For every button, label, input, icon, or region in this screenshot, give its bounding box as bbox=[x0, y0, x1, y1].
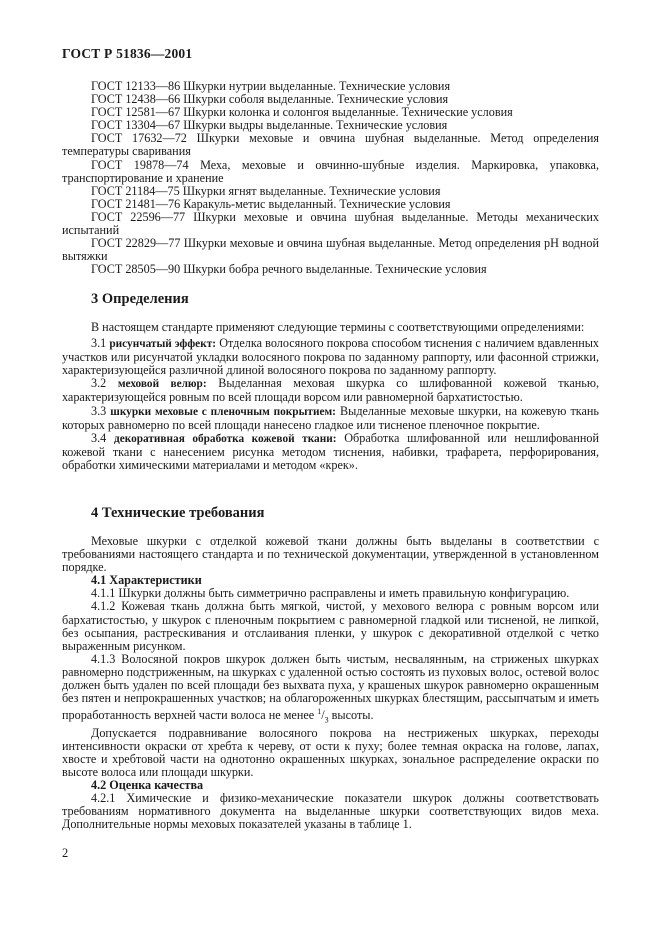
subsection-4-2-heading: 4.2 Оценка качества bbox=[91, 778, 204, 793]
reference-item: ГОСТ 21184—75 Шкурки ягнят выделанные. Технические условия bbox=[91, 183, 441, 198]
section-3-body bbox=[62, 321, 599, 472]
definition-term: декоративная обработка кожевой ткани: bbox=[114, 432, 337, 445]
reference-item: ГОСТ 12581—67 Шкурки колонка и солонгоя выделанные. Технические условия bbox=[91, 105, 513, 120]
reference-item: ГОСТ 28505—90 Шкурки бобра речного выделанные. Технические условия bbox=[91, 262, 487, 277]
definition-item bbox=[62, 405, 599, 432]
paragraph-4-1-3-end: высоты. bbox=[328, 708, 374, 723]
reference-item: ГОСТ 13304—67 Шкурки выдры выделанные. Технические условия bbox=[91, 118, 448, 133]
section-4-heading: 4 Технические требования bbox=[91, 505, 265, 521]
paragraph-4-1-1: 4.1.1 Шкурки должны быть симметрично расправлены и иметь правильную конфигурацию. bbox=[91, 586, 570, 601]
definition-number: 3.2 bbox=[91, 376, 107, 391]
section-4-body bbox=[62, 535, 599, 832]
fraction-numerator: 1 bbox=[317, 707, 322, 717]
paragraph-4-1-2: 4.1.2 Кожевая ткань должна быть мягкой, чистой, у мехового велюра с ровным ворсом или бархатистостью, у шкурок с пленочным покрытием с равномерной гладкой или тисненой, не липкой, без осыпания, растрескивания и отслаивания пленки, у шкурок с декоративной отделкой с четко выраженным рисунком. bbox=[62, 599, 599, 653]
definition-term: шкурки меховые с пленочным покрытием: bbox=[110, 405, 336, 418]
reference-item: ГОСТ 12438—66 Шкурки соболя выделанные. Технические условия bbox=[91, 92, 449, 107]
definition-number: 3.3 bbox=[91, 403, 107, 418]
section-3-heading: 3 Определения bbox=[91, 291, 189, 307]
reference-item: ГОСТ 19878—74 Меха, меховые и овчинно-шубные изделия. Маркировка, упаковка, транспортирование и хранение bbox=[62, 157, 599, 185]
references-list bbox=[62, 80, 599, 276]
section-4-intro: Меховые шкурки с отделкой кожевой ткани должны быть выделаны в соответствии с требованиями настоящего стандарта и по технической документации, утвержденной в установленном порядке. bbox=[62, 534, 599, 575]
definition-term: меховой велюр: bbox=[117, 378, 207, 391]
document-header: ГОСТ Р 51836—2001 bbox=[62, 46, 193, 61]
reference-item: ГОСТ 21481—76 Каракуль-метис выделанный. Технические условия bbox=[91, 196, 451, 211]
definition-item bbox=[62, 432, 599, 472]
paragraph-4-1-3-text: 4.1.3 Волосяной покров шкурок должен быть чистым, несвалянным, на стриженых шкурках равномерно подстриженным, на шкурках с удаленной остью состоять из пуховых волос, остевой волос должен быть удален по всей площади без выхвата пуха, у крашеных шкурок равномерно окрашенным без пятен и непрокрашенных участков; на облагороженных шкурках блестящим, рассыпчатым и иметь проработанность верхней части волоса не менее bbox=[62, 651, 599, 723]
page-number: 2 bbox=[62, 846, 69, 860]
fraction-denominator: 3 bbox=[324, 715, 329, 725]
paragraph-4-1-3: 4.1.3 Волосяной покров шкурок должен быть чистым, несвалянным, на стриженых шкурках равномерно подстриженным, на шкурках с удаленной остью состоять из пуховых волос, остевой волос должен быть удален по всей площади без выхвата пуха, у крашеных шкурок равномерно окрашенным без пятен и непрокрашенных участков; на облагороженных шкурках блестящим, рассыпчатым и иметь проработанность верхней части волоса не менее $^1/_3$ высоты. bbox=[62, 651, 599, 725]
definition-term: рисунчатый эффект: bbox=[109, 338, 217, 351]
paragraph-4-2-1: 4.2.1 Химические и физико-механические показатели шкурок должны соответствовать требованиям нормативного документа на выделанные шкурки соответствующих видов меха. Дополнительные нормы меховых показателей указаны в таблице 1. bbox=[62, 791, 599, 832]
section-3-intro: В настоящем стандарте применяют следующие термины с соответствующими определениями: bbox=[91, 320, 585, 334]
definition-item bbox=[62, 377, 599, 404]
subsection-4-1-heading: 4.1 Характеристики bbox=[91, 573, 202, 588]
definition-text: Отделка волосяного покрова способом тиснения с наличием вдавленных участков или рисунчатой укладки волосяного покрова по заданному раппорту, или фасонной стрижки, характеризующейся различной длиной волосяного покрова по заданному раппорту. bbox=[62, 336, 600, 378]
paragraph-4-1-3-note: Допускается подравнивание волосяного покрова на нестриженых шкурках, переходы интенсивности окраски от хребта к череву, от ости к пуху; более темная окраска на голове, лапах, хвосте и хребтовой части на однотонно окрашенных шкурках, зональное распределение окраски по высоте волоса или площади шкурки. bbox=[62, 725, 599, 780]
definition-text: Выделанные меховые шкурки, на кожевую ткань которых равномерно по всей площади нанесено гладкое или тисненое пленочное покрытие. bbox=[62, 403, 599, 432]
definition-text: Выделанная меховая шкурка со шлифованной кожевой тканью, характеризующейся ровным по всей площади ворсом или равномерной бархатистостью. bbox=[62, 376, 599, 405]
definition-item bbox=[62, 337, 599, 377]
definition-number: 3.1 bbox=[91, 336, 107, 351]
definition-text: Обработка шлифованной или нешлифованной кожевой ткани с нанесением рисунка методом тиснения, набивки, трафарета, перфорирования, обработки химическими материалами и методом «крек». bbox=[62, 430, 599, 472]
definition-number: 3.4 bbox=[91, 430, 107, 445]
reference-item: ГОСТ 17632—72 Шкурки меховые и овчина шубная выделанные. Метод определения температуры сваривания bbox=[62, 131, 599, 159]
reference-item: ГОСТ 12133—86 Шкурки нутрии выделанные. Технические условия bbox=[91, 79, 451, 93]
reference-item: ГОСТ 22829—77 Шкурки меховые и овчина шубная выделанные. Метод определения pH водной вытяжки bbox=[62, 236, 599, 264]
reference-item: ГОСТ 22596—77 Шкурки меховые и овчина шубная выделанные. Методы механических испытаний bbox=[62, 209, 599, 238]
